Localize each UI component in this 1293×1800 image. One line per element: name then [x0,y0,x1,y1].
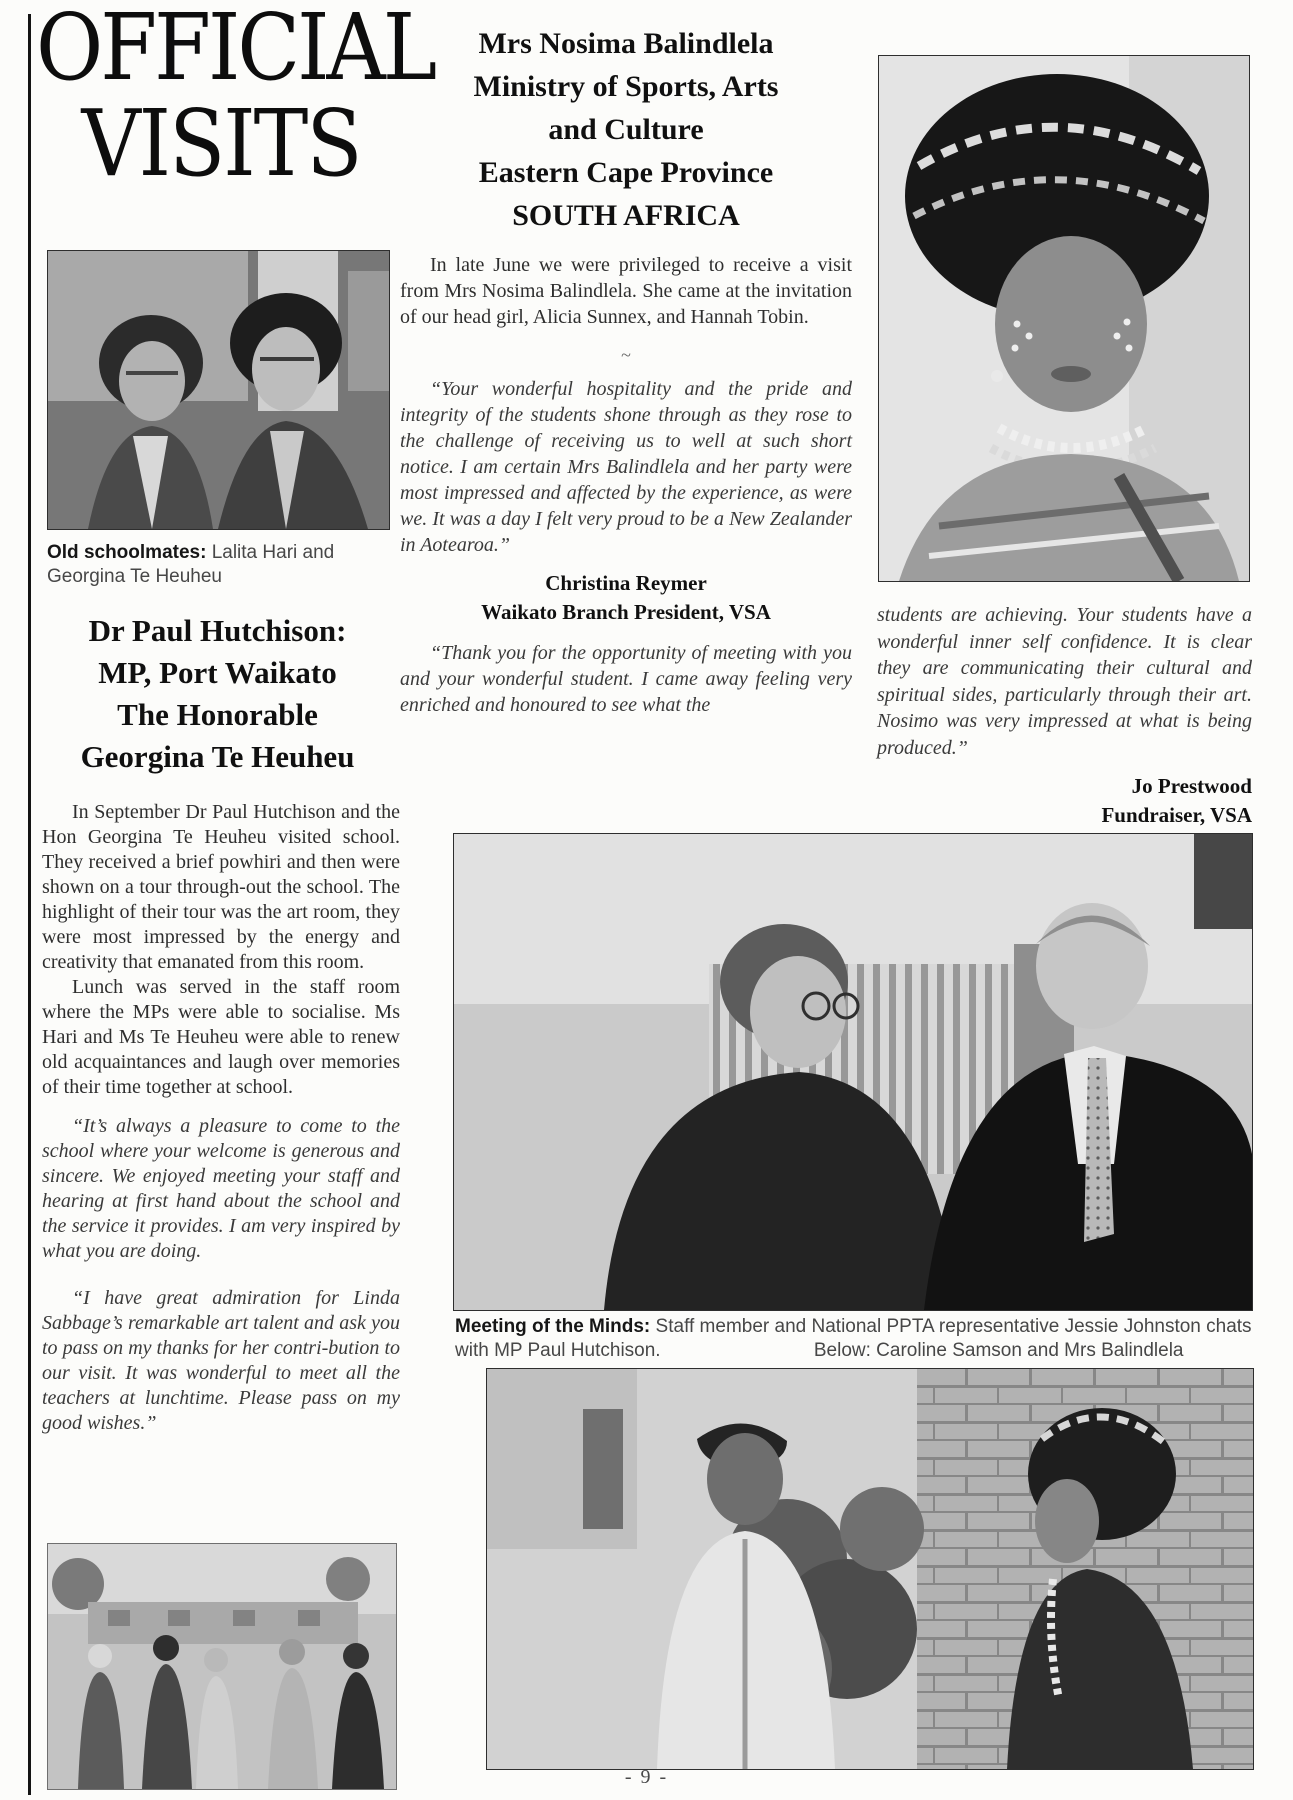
left-paragraph-1: In September Dr Paul Hutchison and the Hon Georgina Te Heuheu visited school. They received a brief powhiri and then were shown on a tour through-out the school. The highlight of their tour was the art room, they were most impressed by the energy and creativity that emanated from this room. [42,801,400,973]
left-quote-2: “I have great admiration for Linda Sabbage’s remarkable art talent and ask you to pass on my thanks for her contri-bution to our visit. It was wonderful to meet all the teachers at lunchtime. Please pass on my good wishes.” [42,1287,400,1434]
photo-meeting-of-minds [453,833,1253,1311]
photo-balindlela-art [879,56,1249,581]
title-line-1: OFFICIAL [36,0,435,102]
article-left-body [42,800,400,1436]
caption-meeting-text: Staff member and National PPTA representative Jessie Johnston chats [655,1316,1252,1337]
heading-mid-line-1: Mrs Nosima Balindlela [478,27,774,60]
title-line-2: VISITS [81,91,361,198]
article-title-official-visits [36,0,435,198]
heading-mid-line-2: Ministry of Sports, Arts [473,70,779,103]
heading-mid-line-4: Eastern Cape Province [478,156,774,189]
caption-old-lead: Old schoolmates: [47,542,207,563]
mid-paragraph-1: In late June we were privileged to receive a visit from Mrs Nosima Balindlela. She came at the invitation of our head girl, Alicia Sunnex, and Hannah Tobin. [400,254,852,328]
article-middle-body [400,252,852,718]
photo-group-art [48,1544,396,1789]
photo-balindlela-portrait [878,55,1250,582]
page-margin-rule [28,14,31,1795]
caption-meeting [455,1315,1253,1363]
caption-old-text: Lalita Hari and Georgina Te Heuheu [47,542,335,587]
photo-samson-balindlela [486,1368,1254,1770]
heading-hutchison-teheuheu [40,610,395,778]
right-quote-continuation: students are achieving. Your students have a wonderful inner self confidence. It is clear they are communicating their cultural and spiritual sides, particularly through their art. Nosimo was very impressed at what is being produced.” [877,604,1252,759]
heading-mid-line-5: SOUTH AFRICA [512,199,740,232]
left-quote-1: “It’s always a pleasure to come to the school where your welcome is generous and sincere. We enjoyed meeting your staff and hearing at first hand about the school and the service it provides. I am very inspired by what you are doing. [42,1115,400,1262]
caption-meeting-below: Below: Caroline Samson and Mrs Balindlela [813,1340,1184,1361]
photo-group-visit [47,1543,397,1790]
heading-left-line-2: MP, Port Waikato [98,655,337,690]
photo-samson-art [487,1369,1253,1769]
mid-quote-1: “Your wonderful hospitality and the pride and integrity of the students shone through as they rose to the challenge of receiving us to well at such short notice. I am certain Mrs Balindlela and her party were most impressed and affected by the experience, as were we. It was a day I felt very proud to be a New Zealander in Aotearoa.” [400,378,852,556]
signature-name-reymer: Christina Reymer [545,571,707,595]
caption-old-schoolmates [47,541,392,589]
signature-name-prestwood: Jo Prestwood [1131,774,1252,798]
heading-left-line-3: The Honorable [117,697,318,732]
heading-left-line-1: Dr Paul Hutchison: [88,613,347,648]
article-right-body [877,602,1252,843]
mid-quote-2: “Thank you for the opportunity of meeting with you and your wonderful student. I came away feeling very enriched and honoured to see what the [400,642,852,716]
photo-old-schoolmates-art [48,251,389,529]
caption-meeting-lead: Meeting of the Minds: [455,1316,651,1337]
photo-meeting-art [454,834,1252,1310]
signature-role-prestwood: Fundraiser, VSA [1101,803,1252,827]
heading-left-line-4: Georgina Te Heuheu [80,739,355,774]
left-paragraph-2: Lunch was served in the staff room where the MPs were able to socialise. Ms Hari and Ms Te Heuheu were able to renew old acquaintances and laugh over memories of their time together at school. [42,976,400,1098]
squiggle-ornament: ~ [621,345,631,365]
heading-mid-line-3: and Culture [548,113,704,146]
signature-role-reymer: Waikato Branch President, VSA [481,600,771,624]
page-number: - 9 - [624,1766,669,1788]
photo-old-schoolmates [47,250,390,530]
heading-balindlela [400,22,852,237]
caption-meeting-line2: with MP Paul Hutchison. [455,1340,661,1361]
